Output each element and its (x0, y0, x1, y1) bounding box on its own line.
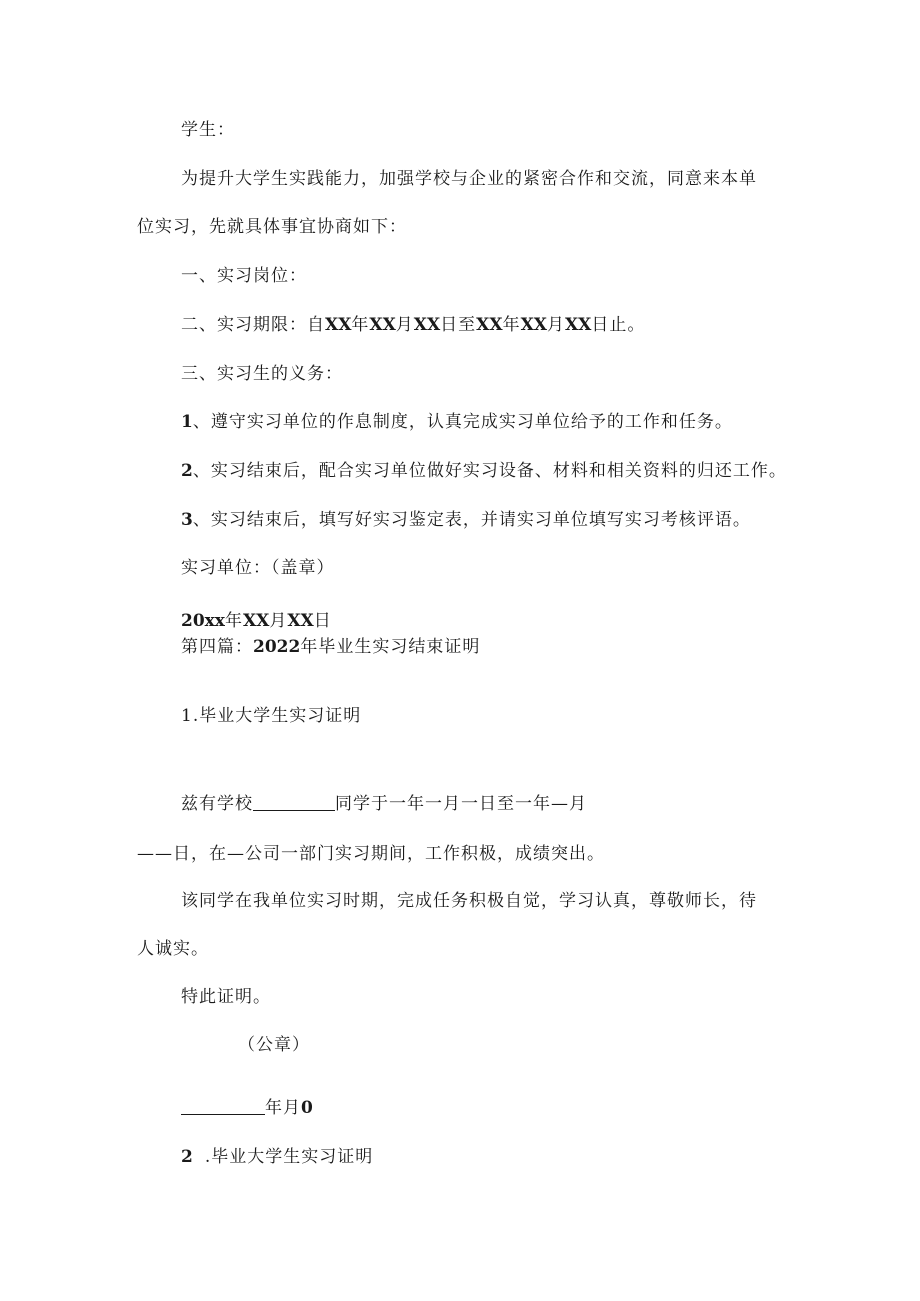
cert1-seal: （公章） (238, 1035, 310, 1055)
period-label: 二、实习期限：自 (181, 315, 325, 335)
date-blank (181, 1097, 265, 1115)
duty-item (181, 460, 787, 482)
duty-number: 3 (181, 510, 193, 530)
cert1-line-3: 该同学在我单位实习时期，完成任务积极自觉，学习认真，尊敬师长，待 (181, 891, 757, 911)
period-text: 年 (502, 315, 521, 335)
letter-date (181, 610, 332, 632)
cert1-date (181, 1097, 313, 1119)
period-xx: XX (520, 315, 547, 335)
period-xx: XX (369, 315, 396, 335)
period-xx: XX (564, 315, 592, 335)
cert2-heading-text: .毕业大学生实习证明 (204, 1147, 374, 1167)
intro-line-1: 为提升大学生实践能力，加强学校与企业的紧密合作和交流，同意来本单 (181, 169, 757, 189)
cert1-school-label: 兹有学校 (181, 794, 253, 814)
item-duties: 三、实习生的义务： (181, 364, 343, 384)
period-xx: XX (476, 315, 503, 335)
cert1-date-text: 年月 (265, 1098, 301, 1118)
cert1-closing: 特此证明。 (181, 987, 271, 1007)
cert1-line-2: ——日，在—公司一部门实习期间，工作积极，成绩突出。 (137, 844, 605, 864)
date-day: XX (287, 611, 314, 631)
intro-line-2: 位实习，先就具体事宜协商如下： (137, 217, 407, 237)
section-title (181, 636, 480, 658)
item-position: 一、实习岗位： (181, 266, 307, 286)
duty-number: 1 (181, 412, 193, 432)
section-prefix: 第四篇： (181, 637, 253, 657)
period-xx: XX (413, 315, 441, 335)
unit-seal: 实习单位：（盖章） (181, 558, 335, 578)
cert1-line-1 (181, 793, 587, 815)
item-period (181, 314, 645, 336)
date-year: 20xx (181, 611, 225, 631)
duty-number: 2 (181, 461, 193, 481)
period-text: 月 (546, 315, 565, 335)
period-xx: XX (325, 315, 352, 335)
cert1-line-4: 人诚实。 (137, 939, 209, 959)
salutation: 学生： (181, 120, 235, 140)
duty-text: 、实习结束后，填写好实习鉴定表，并请实习单位填写实习考核评语。 (192, 510, 751, 530)
duty-item (181, 509, 751, 531)
date-text: 日 (313, 611, 332, 631)
cert1-line-1-rest: 同学于一年一月一日至一年—月 (335, 794, 587, 814)
section-year: 2022 (253, 637, 301, 657)
period-text: 日至 (440, 315, 477, 335)
period-text: 日止。 (591, 315, 646, 335)
period-text: 年 (351, 315, 370, 335)
cert2-number: 2 (181, 1147, 193, 1167)
date-text: 月 (269, 611, 288, 631)
duty-text: 、实习结束后，配合实习单位做好实习设备、材料和相关资料的归还工作。 (192, 461, 787, 481)
school-blank (253, 793, 335, 811)
cert1-heading: 1.毕业大学生实习证明 (181, 706, 362, 726)
duty-item (181, 411, 733, 433)
cert1-date-zero: 0 (301, 1098, 313, 1118)
date-text: 年 (224, 611, 243, 631)
duty-text: 、遵守实习单位的作息制度，认真完成实习单位给予的工作和任务。 (192, 412, 733, 432)
cert2-heading (181, 1146, 373, 1168)
date-month: XX (242, 611, 270, 631)
section-title-text: 年毕业生实习结束证明 (300, 637, 481, 657)
period-text: 月 (395, 315, 414, 335)
